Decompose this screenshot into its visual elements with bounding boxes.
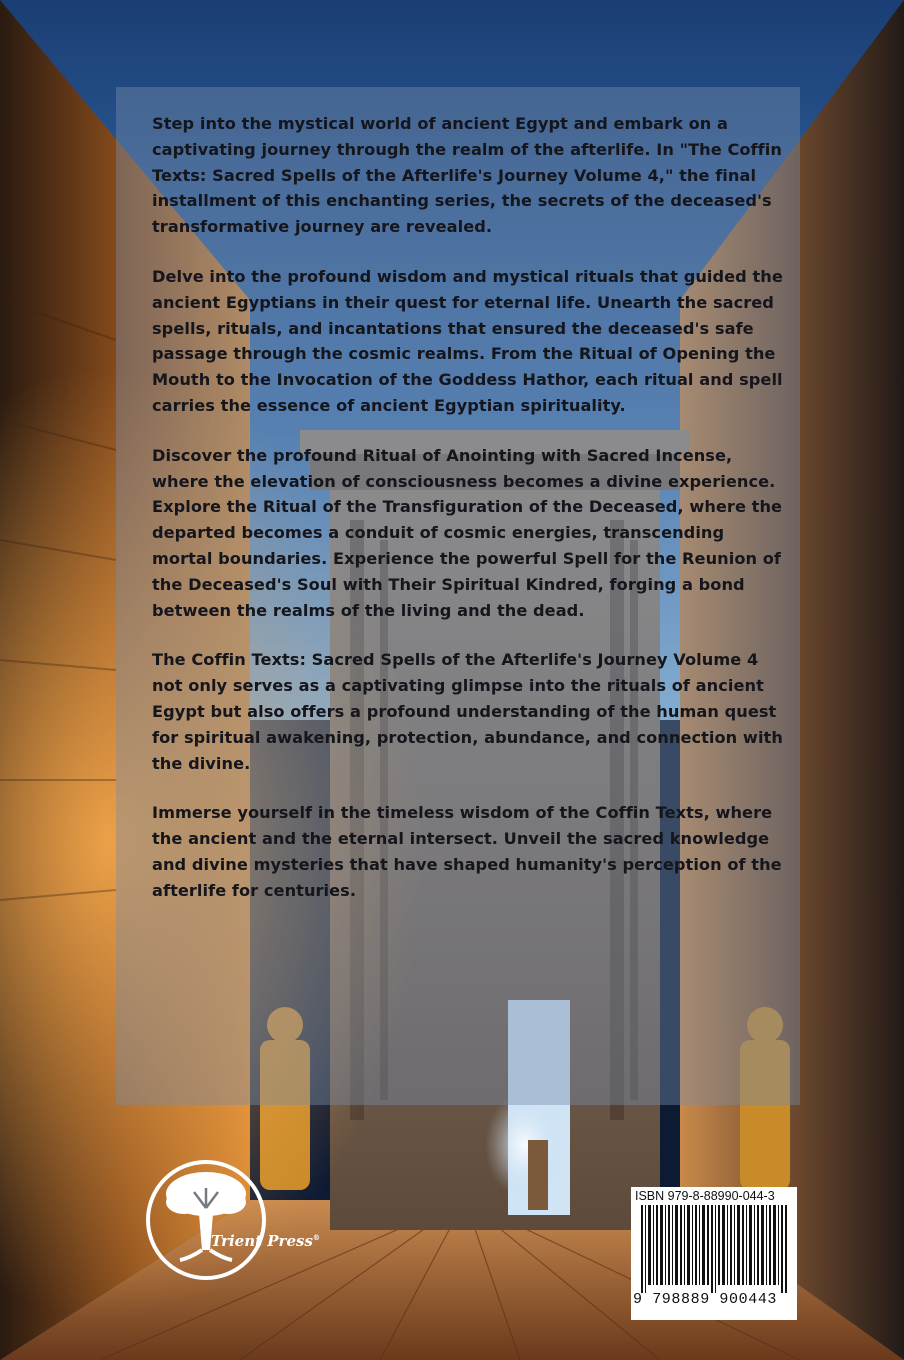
description-paragraph-1: Step into the mystical world of ancient Egypt and embark on a captivating journey through the realm of the afterlife. In "The Coffin Texts: Sacred Spells of the Afterlife's Journey Volume 4," the final installment of this enchanting series, the secrets of the deceased's transformative journey are revealed. <box>152 114 782 237</box>
isbn-label: ISBN 979-8-88990-044-3 <box>635 1189 775 1203</box>
barcode-digits: 9 798889 900443 <box>633 1291 778 1308</box>
tree-logo-icon <box>144 1158 268 1282</box>
description-paragraph-5: Immerse yourself in the timeless wisdom of the Coffin Texts, where the ancient and the eternal intersect. Unveil the sacred knowledge and divine mysteries that have shaped humanity's perception of the afterlife for centuries. <box>152 803 782 900</box>
publisher-name <box>211 1232 320 1250</box>
registered-mark: ® <box>312 1233 320 1242</box>
publisher-name-text: Trient Press <box>211 1232 313 1250</box>
description-paragraph-4: The Coffin Texts: Sacred Spells of the Afterlife's Journey Volume 4 not only serves as a captivating glimpse into the rituals of ancient Egypt but also offers a profound understanding of the human quest for spiritual awakening, protection, abundance, and connection with the divine. <box>152 650 783 773</box>
barcode-icon <box>641 1205 787 1293</box>
description-panel <box>116 87 800 1105</box>
barcode-box <box>631 1187 797 1320</box>
description-paragraph-2: Delve into the profound wisdom and mystical rituals that guided the ancient Egyptians in their quest for eternal life. Unearth the sacred spells, rituals, and incantations that ensured the deceased's safe passage through the cosmic realms. From the Ritual of Opening the Mouth to the Invocation of the Goddess Hathor, each ritual and spell carries the essence of ancient Egyptian spirituality. <box>152 266 783 415</box>
description-paragraph-3: Discover the profound Ritual of Anointing with Sacred Incense, where the elevation of consciousness becomes a divine experience. Explore the Ritual of the Transfiguration of the Deceased, where the departed becomes a conduit of cosmic energies, transcending mortal boundaries. Experience the powerful Spell for the Reunion of the Deceased's Soul with Their Spiritual Kindred, forging a bond between the realms of the living and the dead. <box>152 445 783 620</box>
